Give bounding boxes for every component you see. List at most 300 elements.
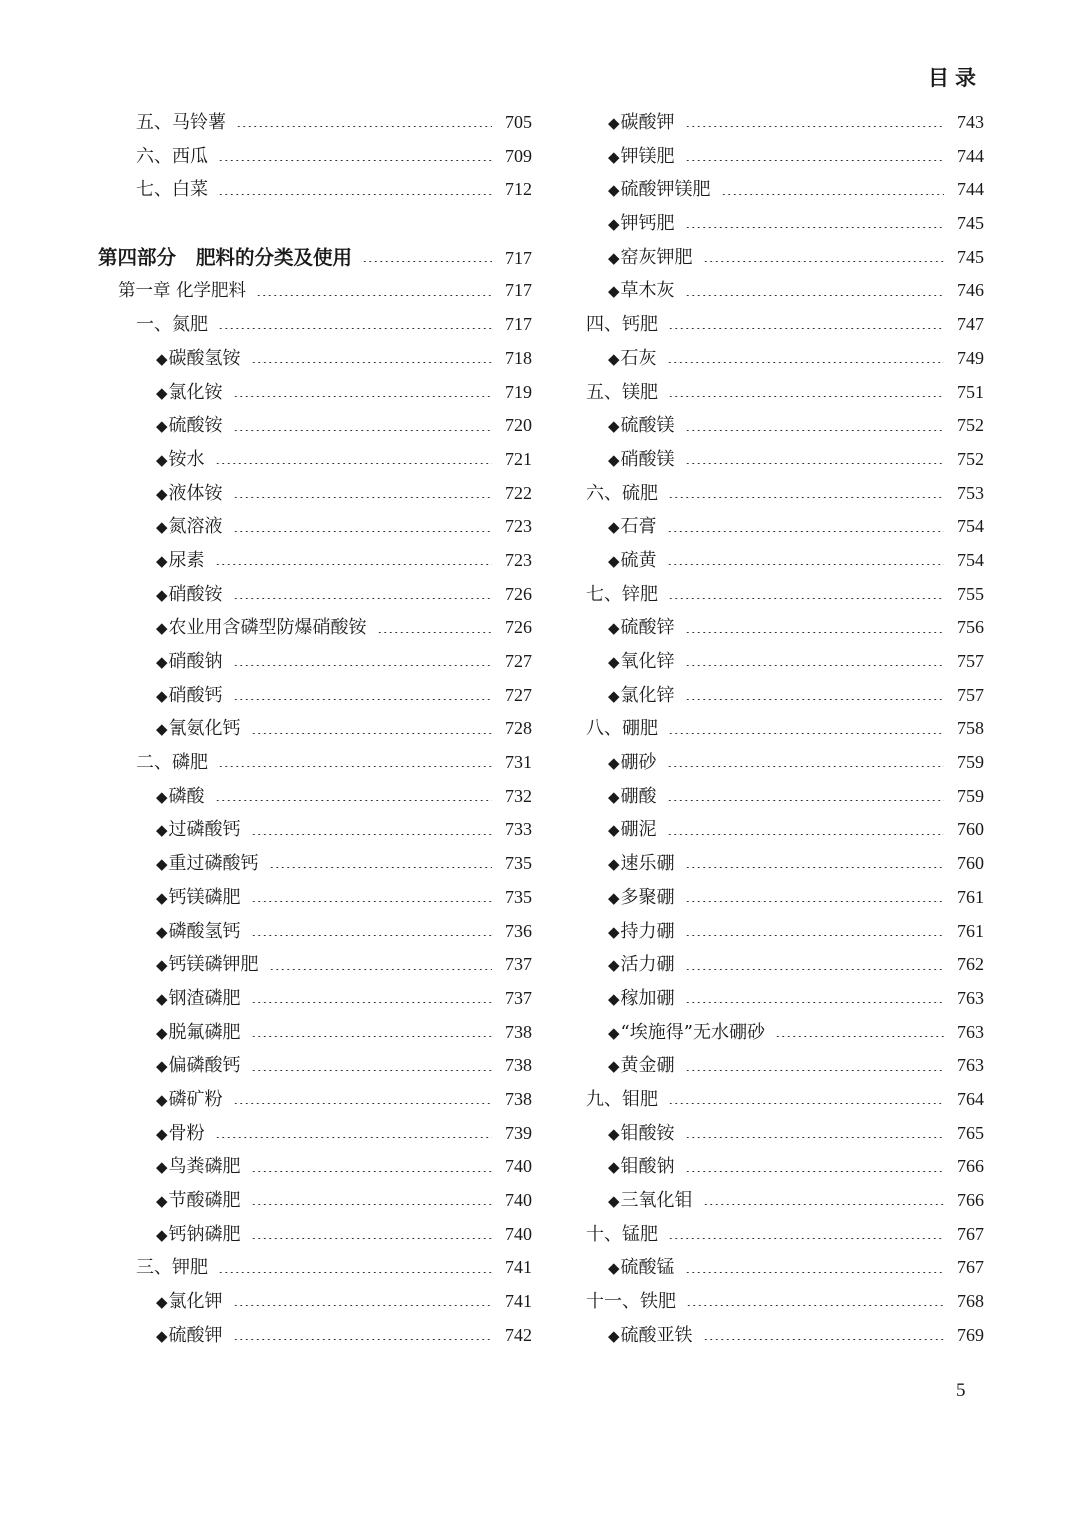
diamond-bullet-icon: ◆ (608, 1192, 620, 1210)
toc-item-entry[interactable] (586, 645, 984, 679)
page-number: 5 (956, 1380, 966, 1401)
item-label: 偏磷酸钙 (168, 1055, 241, 1077)
diamond-bullet-icon: ◆ (608, 417, 620, 436)
page-ref: 760 (957, 819, 984, 840)
toc-item-entry[interactable] (586, 1049, 984, 1083)
page-ref: 754 (957, 516, 984, 537)
diamond-bullet-icon: ◆ (608, 1124, 620, 1143)
diamond-bullet-icon: ◆ (156, 518, 168, 537)
item-label: 稼加硼 (620, 987, 675, 1009)
page-ref: 735 (505, 853, 532, 874)
dot-leader (685, 1171, 944, 1172)
dot-leader (251, 733, 492, 734)
page-ref: 759 (957, 785, 984, 806)
section-label: 六、硫肥 (586, 482, 658, 504)
item-label: 硼泥 (620, 819, 657, 841)
page-ref: 745 (957, 246, 984, 267)
dot-leader (233, 1339, 492, 1340)
diamond-bullet-icon: ◆ (156, 551, 168, 570)
diamond-bullet-icon: ◆ (608, 653, 620, 671)
dot-leader (362, 261, 492, 262)
dot-leader (667, 766, 944, 767)
toc-section-entry[interactable] (586, 1083, 984, 1117)
item-label: 硝酸钙 (168, 684, 223, 706)
toc-item-entry[interactable] (586, 510, 984, 544)
toc-section-entry[interactable] (586, 712, 984, 746)
dot-leader (251, 1002, 492, 1003)
diamond-bullet-icon: ◆ (156, 1124, 168, 1143)
page-ref: 740 (505, 1156, 532, 1177)
dot-leader (668, 1238, 944, 1239)
toc-item-entry[interactable] (98, 477, 532, 511)
dot-leader (685, 867, 944, 868)
item-label: 氯化钾 (168, 1291, 223, 1313)
toc-item-entry[interactable] (586, 443, 984, 477)
dot-leader (215, 1137, 492, 1138)
item-label: 碳酸钾 (620, 112, 675, 133)
diamond-bullet-icon: ◆ (608, 349, 620, 368)
toc-item-entry[interactable] (586, 948, 984, 982)
diamond-bullet-icon: ◆ (156, 1225, 168, 1244)
toc-section-entry[interactable] (586, 376, 984, 410)
toc-item-entry[interactable] (98, 578, 532, 612)
dot-leader (218, 328, 492, 329)
item-label: 活力硼 (620, 954, 675, 976)
item-label: 窑灰钾肥 (620, 246, 693, 268)
dot-leader (233, 665, 492, 666)
diamond-bullet-icon: ◆ (156, 1090, 168, 1109)
item-label: 多聚硼 (620, 886, 675, 908)
dot-leader (685, 665, 944, 666)
diamond-bullet-icon: ◆ (608, 114, 620, 132)
dot-leader (215, 564, 492, 565)
item-label: 脱氟磷肥 (168, 1021, 241, 1043)
toc-section-entry[interactable] (586, 1218, 984, 1252)
item-label: 钼酸钠 (620, 1156, 675, 1178)
diamond-bullet-icon: ◆ (156, 989, 168, 1008)
toc-item-entry[interactable] (98, 881, 532, 915)
toc-section-entry[interactable] (98, 140, 532, 174)
page-ref: 761 (957, 920, 984, 941)
toc-item-entry[interactable] (98, 342, 532, 376)
toc-item-entry[interactable] (98, 1083, 532, 1117)
toc-item-entry[interactable] (586, 140, 984, 174)
diamond-bullet-icon: ◆ (608, 754, 620, 773)
diamond-bullet-icon: ◆ (608, 855, 620, 874)
page-ref: 726 (505, 583, 532, 604)
diamond-bullet-icon: ◆ (156, 956, 168, 975)
dot-leader (218, 1272, 492, 1273)
toc-item-entry[interactable] (586, 409, 984, 443)
toc-item-entry[interactable] (586, 106, 984, 140)
page-ref: 737 (505, 987, 532, 1008)
page-ref: 757 (957, 684, 984, 705)
dot-leader (685, 1137, 944, 1138)
toc-item-entry[interactable] (586, 207, 984, 241)
diamond-bullet-icon: ◆ (608, 518, 620, 537)
page-ref: 723 (505, 516, 532, 537)
dot-leader (685, 227, 944, 228)
page-ref: 758 (957, 718, 984, 739)
dot-leader (269, 867, 492, 868)
diamond-bullet-icon: ◆ (156, 720, 168, 739)
toc-item-entry[interactable] (586, 915, 984, 949)
dot-leader (215, 463, 492, 464)
toc-item-entry[interactable] (586, 342, 984, 376)
item-label: 硫酸镁 (620, 415, 675, 437)
page-ref: 747 (957, 314, 984, 335)
dot-leader (251, 834, 492, 835)
section-label: 一、氮肥 (136, 314, 208, 336)
toc-part-heading[interactable] (98, 241, 532, 275)
dot-leader (685, 632, 944, 633)
dot-leader (251, 1036, 492, 1037)
toc-item-entry[interactable] (98, 1319, 532, 1353)
toc-item-entry[interactable] (98, 982, 532, 1016)
toc-item-entry[interactable] (98, 1285, 532, 1319)
toc-item-entry[interactable] (586, 847, 984, 881)
page-ref: 735 (505, 886, 532, 907)
page-ref: 718 (505, 347, 532, 368)
section-label: 九、钼肥 (586, 1088, 658, 1110)
toc-item-entry[interactable] (98, 948, 532, 982)
page-ref: 738 (505, 1021, 532, 1042)
item-label: 尿素 (168, 549, 205, 571)
dot-leader (685, 1002, 944, 1003)
item-label: 硫酸亚铁 (620, 1324, 693, 1346)
dot-leader (256, 295, 492, 296)
item-label: 石膏 (620, 516, 657, 538)
toc-item-entry[interactable] (98, 645, 532, 679)
toc-item-entry[interactable] (98, 443, 532, 477)
dot-leader (251, 901, 492, 902)
toc-section-entry[interactable] (586, 578, 984, 612)
page-ref: 751 (957, 381, 984, 402)
item-label: 硝酸铵 (168, 583, 223, 605)
diamond-bullet-icon: ◆ (608, 1326, 620, 1345)
diamond-bullet-icon: ◆ (608, 989, 620, 1008)
dot-leader (233, 598, 492, 599)
page-ref: 742 (505, 1324, 532, 1345)
dot-leader (218, 160, 492, 161)
dot-leader (377, 632, 492, 633)
page-ref: 763 (957, 987, 984, 1008)
section-label: 四、钙肥 (586, 314, 658, 336)
toc-item-entry[interactable] (98, 376, 532, 410)
toc-item-entry[interactable] (98, 510, 532, 544)
page-ref: 763 (957, 1055, 984, 1076)
page-ref: 728 (505, 718, 532, 739)
page-ref: 723 (505, 549, 532, 570)
toc-section-entry[interactable] (98, 173, 532, 207)
toc-left-column (98, 106, 532, 1352)
dot-leader (685, 295, 944, 296)
dot-leader (721, 194, 944, 195)
toc-section-entry[interactable] (98, 1251, 532, 1285)
page-ref: 762 (957, 954, 984, 975)
toc-item-entry[interactable] (98, 611, 532, 645)
item-label: 草木灰 (620, 280, 675, 302)
dot-leader (685, 935, 944, 936)
toc-item-entry[interactable] (586, 544, 984, 578)
item-label: 骨粉 (168, 1122, 205, 1144)
toc-section-entry[interactable] (98, 106, 532, 140)
diamond-bullet-icon: ◆ (608, 888, 620, 907)
item-label: 氰氨化钙 (168, 718, 241, 740)
toc-section-entry[interactable] (586, 477, 984, 511)
page-ref: 722 (505, 482, 532, 503)
toc-item-entry[interactable] (586, 1150, 984, 1184)
page-ref: 759 (957, 752, 984, 773)
dot-leader (685, 1070, 944, 1071)
page-ref: 746 (957, 280, 984, 301)
toc-item-entry[interactable] (586, 611, 984, 645)
diamond-bullet-icon: ◆ (608, 956, 620, 975)
item-label: 石灰 (620, 347, 657, 369)
toc-item-entry[interactable] (98, 813, 532, 847)
dot-leader (233, 430, 492, 431)
dot-leader (233, 497, 492, 498)
toc-item-entry[interactable] (98, 1218, 532, 1252)
page-ref: 753 (957, 482, 984, 503)
dot-leader (668, 497, 944, 498)
dot-leader (251, 1204, 492, 1205)
section-label: 三、钾肥 (136, 1257, 208, 1279)
dot-leader (685, 969, 944, 970)
toc-item-entry[interactable] (98, 409, 532, 443)
diamond-bullet-icon: ◆ (156, 1023, 168, 1042)
page-ref: 752 (957, 448, 984, 469)
diamond-bullet-icon: ◆ (608, 1057, 620, 1076)
diamond-bullet-icon: ◆ (608, 1023, 620, 1042)
item-label: 碳酸氢铵 (168, 347, 241, 369)
page-ref: 768 (957, 1291, 984, 1312)
section-label: 五、镁肥 (586, 381, 658, 403)
item-label: 氯化铵 (168, 381, 223, 403)
item-label: 重过磷酸钙 (168, 853, 259, 875)
dot-leader (667, 564, 944, 565)
dot-leader (251, 935, 492, 936)
toc-item-entry[interactable] (586, 813, 984, 847)
toc-item-entry[interactable] (586, 173, 984, 207)
page-ref: 755 (957, 583, 984, 604)
toc-item-entry[interactable] (98, 780, 532, 814)
page-ref: 743 (957, 112, 984, 132)
toc-item-entry[interactable] (98, 1049, 532, 1083)
section-label: 十、锰肥 (586, 1223, 658, 1245)
diamond-bullet-icon: ◆ (608, 619, 620, 638)
toc-section-entry[interactable] (586, 308, 984, 342)
dot-leader (686, 1305, 944, 1306)
dot-leader (233, 396, 492, 397)
section-label: 七、锌肥 (586, 583, 658, 605)
toc-item-entry[interactable] (586, 1319, 984, 1353)
page-ref: 769 (957, 1324, 984, 1345)
page-ref: 767 (957, 1223, 984, 1244)
item-label: 持力硼 (620, 920, 675, 942)
page-ref: 726 (505, 617, 532, 638)
diamond-bullet-icon: ◆ (608, 215, 620, 234)
dot-leader (233, 531, 492, 532)
item-label: 过磷酸钙 (168, 819, 241, 841)
item-label: 钾镁肥 (620, 145, 675, 167)
dot-leader (685, 699, 944, 700)
item-label: 铵水 (168, 448, 205, 470)
page-ref: 766 (957, 1190, 984, 1210)
item-label: 磷酸 (168, 785, 205, 807)
item-label: 钙钠磷肥 (168, 1223, 241, 1245)
toc-item-entry[interactable] (586, 241, 984, 275)
diamond-bullet-icon: ◆ (608, 1259, 620, 1278)
page-ref: 731 (505, 752, 532, 773)
page-ref: 754 (957, 549, 984, 570)
dot-leader (233, 1103, 492, 1104)
diamond-bullet-icon: ◆ (608, 147, 620, 166)
dot-leader (251, 1171, 492, 1172)
diamond-bullet-icon: ◆ (156, 686, 168, 705)
diamond-bullet-icon: ◆ (156, 1326, 168, 1345)
toc-item-entry[interactable] (98, 1184, 532, 1218)
dot-leader (269, 969, 492, 970)
dot-leader (685, 430, 944, 431)
toc-item-entry[interactable] (98, 544, 532, 578)
toc-item-entry[interactable] (98, 915, 532, 949)
page-ref: 720 (505, 415, 532, 436)
dot-leader (215, 800, 492, 801)
page-ref: 764 (957, 1088, 984, 1109)
page-ref: 738 (505, 1055, 532, 1076)
page-ref: 719 (505, 381, 532, 402)
dot-leader (668, 328, 944, 329)
dot-leader (668, 733, 944, 734)
toc-item-entry[interactable] (586, 1251, 984, 1285)
item-label: 氮溶液 (168, 516, 223, 538)
toc-item-entry[interactable] (586, 1016, 984, 1050)
dot-leader (251, 362, 492, 363)
section-label: 八、硼肥 (586, 718, 658, 740)
section-label: 十一、铁肥 (586, 1291, 676, 1313)
chapter-label: 第一章 化学肥料 (118, 281, 247, 302)
toc-chapter-heading[interactable] (98, 274, 532, 308)
page-ref: 739 (505, 1122, 532, 1143)
page-ref: 738 (505, 1088, 532, 1109)
dot-leader (685, 126, 944, 127)
diamond-bullet-icon: ◆ (156, 787, 168, 806)
dot-leader (667, 362, 944, 363)
item-label: “埃施得”无水硼砂 (620, 1021, 765, 1043)
diamond-bullet-icon: ◆ (156, 855, 168, 874)
toc-item-entry[interactable] (586, 982, 984, 1016)
toc-item-entry[interactable] (586, 780, 984, 814)
page-ref: 717 (505, 314, 532, 335)
toc-item-entry[interactable] (98, 679, 532, 713)
page-ref: 709 (505, 145, 532, 166)
toc-section-entry[interactable] (586, 1285, 984, 1319)
toc-item-entry[interactable] (586, 746, 984, 780)
part-title: 肥料的分类及使用 (196, 245, 353, 269)
page-ref: 740 (505, 1223, 532, 1244)
dot-leader (668, 598, 944, 599)
item-label: 钙镁磷肥 (168, 886, 241, 908)
dot-leader (685, 1272, 944, 1273)
part-number: 第四部分 (98, 245, 177, 269)
page-ref: 744 (957, 179, 984, 200)
diamond-bullet-icon: ◆ (608, 248, 620, 267)
toc-item-entry[interactable] (586, 1184, 984, 1218)
item-label: 硫酸铵 (168, 415, 223, 437)
item-label: 硫酸锰 (620, 1257, 675, 1279)
page-ref: 727 (505, 651, 532, 671)
dot-leader (775, 1036, 944, 1037)
diamond-bullet-icon: ◆ (156, 653, 168, 671)
item-label: 氯化锌 (620, 684, 675, 706)
toc-item-entry[interactable] (98, 1117, 532, 1151)
page-ref: 737 (505, 954, 532, 975)
diamond-bullet-icon: ◆ (608, 821, 620, 840)
diamond-bullet-icon: ◆ (608, 282, 620, 301)
item-label: 钾钙肥 (620, 213, 675, 235)
dot-leader (668, 1103, 944, 1104)
toc-item-entry[interactable] (586, 679, 984, 713)
dot-leader (233, 1305, 492, 1306)
page-ref: 740 (505, 1190, 532, 1210)
dot-leader (667, 834, 944, 835)
section-label: 二、磷肥 (136, 752, 208, 774)
diamond-bullet-icon: ◆ (608, 450, 620, 469)
dot-leader (703, 1204, 944, 1205)
diamond-bullet-icon: ◆ (156, 349, 168, 368)
diamond-bullet-icon: ◆ (156, 383, 168, 402)
item-label: 磷酸氢钙 (168, 920, 241, 942)
diamond-bullet-icon: ◆ (156, 417, 168, 436)
page-ref: 745 (957, 213, 984, 234)
diamond-bullet-icon: ◆ (608, 787, 620, 806)
page-ref: 717 (505, 280, 532, 301)
item-label: 硫黄 (620, 549, 657, 571)
toc-section-entry[interactable] (98, 308, 532, 342)
dot-leader (236, 126, 492, 127)
item-label: 钙镁磷钾肥 (168, 954, 259, 976)
diamond-bullet-icon: ◆ (156, 1293, 168, 1312)
toc-item-entry[interactable] (98, 1150, 532, 1184)
page-ref: 749 (957, 347, 984, 368)
diamond-bullet-icon: ◆ (608, 922, 620, 941)
item-label: 三氧化钼 (620, 1190, 693, 1211)
item-label: 硫酸钾镁肥 (620, 179, 711, 201)
diamond-bullet-icon: ◆ (156, 821, 168, 840)
page-ref: 767 (957, 1257, 984, 1278)
item-label: 硼酸 (620, 785, 657, 807)
dot-leader (233, 699, 492, 700)
page-ref: 761 (957, 886, 984, 907)
dot-leader (667, 800, 944, 801)
toc-item-entry[interactable] (586, 881, 984, 915)
toc-section-entry[interactable] (98, 746, 532, 780)
toc-item-entry[interactable] (98, 847, 532, 881)
toc-item-entry[interactable] (98, 1016, 532, 1050)
diamond-bullet-icon: ◆ (156, 1158, 168, 1177)
item-label: 节酸磷肥 (168, 1190, 241, 1211)
page-ref: 756 (957, 617, 984, 638)
item-label: 硫酸钾 (168, 1324, 223, 1346)
diamond-bullet-icon: ◆ (608, 1158, 620, 1177)
toc-item-entry[interactable] (98, 712, 532, 746)
toc-item-entry[interactable] (586, 1117, 984, 1151)
toc-item-entry[interactable] (586, 274, 984, 308)
diamond-bullet-icon: ◆ (156, 1192, 168, 1210)
dot-leader (218, 766, 492, 767)
item-label: 钼酸铵 (620, 1122, 675, 1144)
